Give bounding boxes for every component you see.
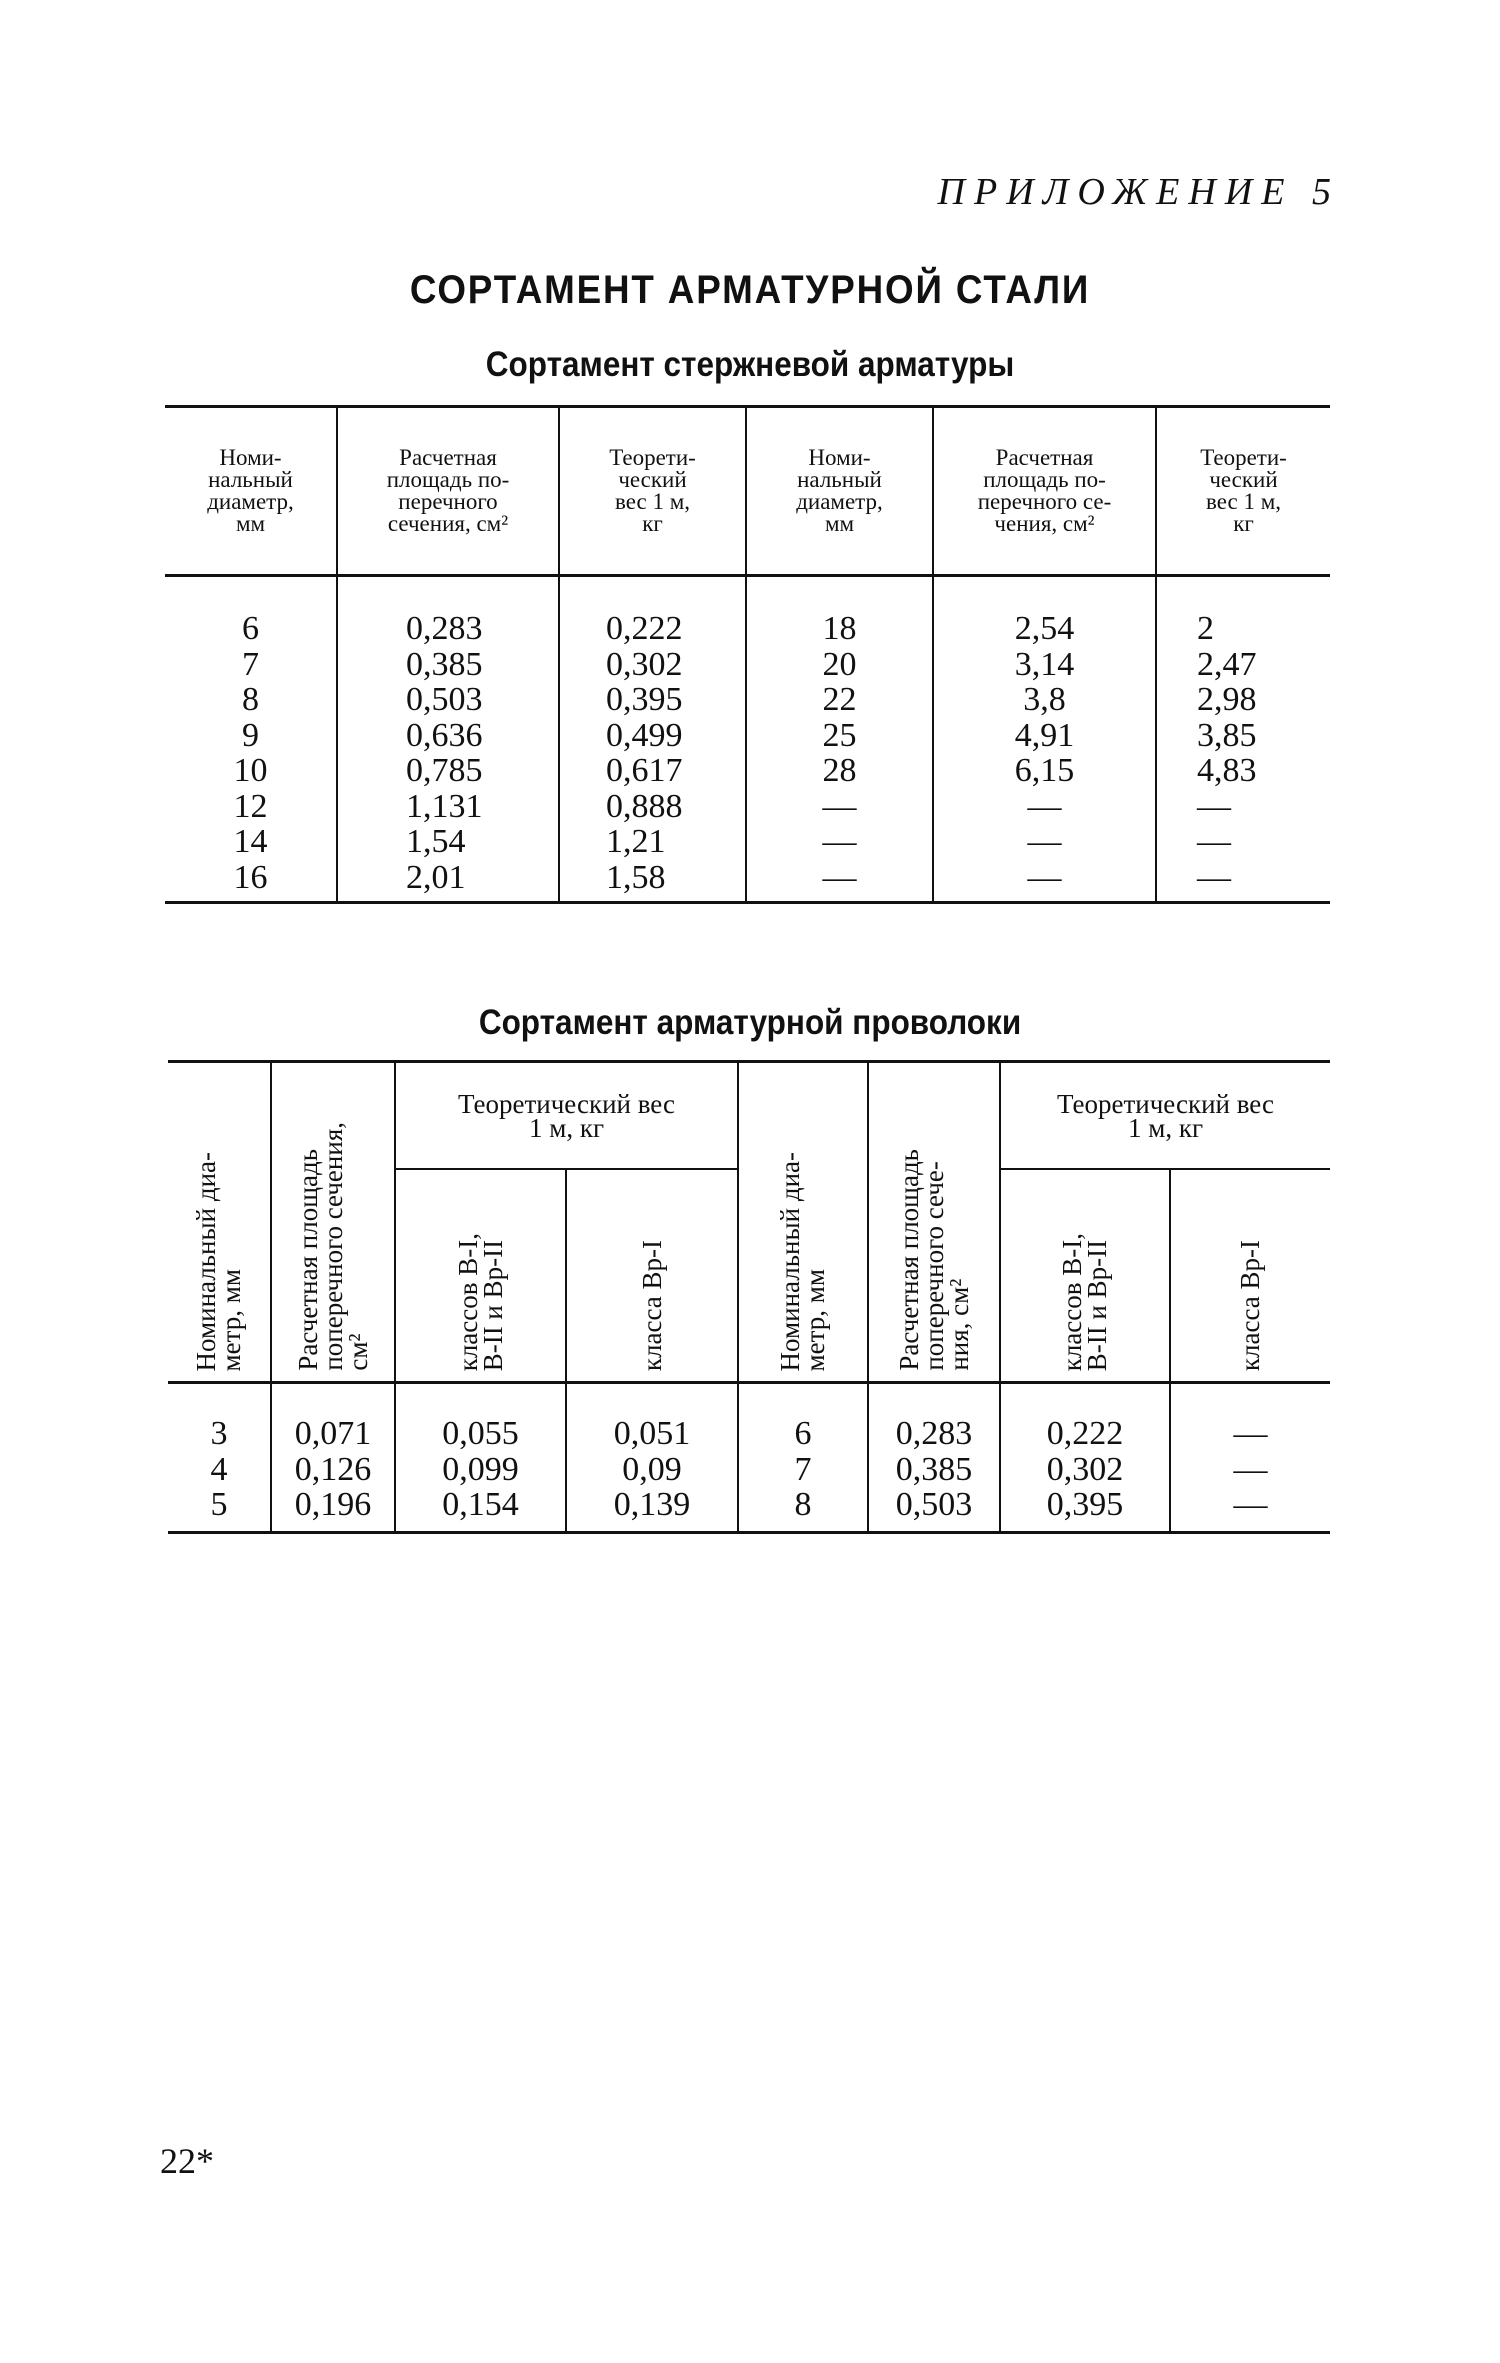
- header-label: Номинальный диа- метр, мм: [775, 1151, 830, 1371]
- rod-table-title: Сортамент стержневой арматуры: [485, 345, 1015, 384]
- table-header-row: [168, 1062, 1330, 1170]
- header-label: класса Вр-I: [636, 1239, 667, 1371]
- header-group-cell: Теоретический вес 1 м, кг: [1000, 1062, 1330, 1170]
- header-cell: Номи- нальный диаметр, мм: [165, 407, 337, 576]
- header-label: Номинальный диа- метр, мм: [191, 1151, 246, 1371]
- header-cell: [566, 1169, 738, 1383]
- diameter-column-left: 3 4 5: [168, 1383, 271, 1533]
- header-cell: [395, 1169, 566, 1383]
- area-column-right: 0,283 0,385 0,503: [868, 1383, 1000, 1533]
- header-cell: [1170, 1169, 1330, 1383]
- wire-table-title: Сортамент арматурной проволоки: [478, 1003, 1022, 1042]
- header-cell: [271, 1062, 395, 1383]
- appendix-label: ПРИЛОЖЕНИЕ 5: [937, 171, 1340, 213]
- wire-assortment-table: [168, 1060, 1330, 1534]
- area-column-left: 0,071 0,126 0,196: [271, 1383, 395, 1533]
- weight-classes-column-left: 0,055 0,099 0,154: [395, 1383, 566, 1533]
- header-cell: [738, 1062, 868, 1383]
- header-cell: Расчетная площадь по- перечного сечения, см²: [337, 407, 559, 576]
- area-column-right: 2,54 3,14 3,8 4,91 6,15 — — —: [933, 576, 1156, 903]
- header-label: класса Вр-I: [1235, 1239, 1265, 1371]
- weight-column-right: 2 2,47 2,98 3,85 4,83 — — —: [1197, 610, 1257, 896]
- page-number: 22*: [160, 2141, 214, 2181]
- table-row: [168, 1383, 1330, 1533]
- area-column-left: 0,283 0,385 0,503 0,636 0,785 1,131 1,54 2,01: [337, 576, 559, 903]
- weight-class-column-right: — — —: [1233, 1415, 1268, 1523]
- diameter-column-right: 6 7 8: [738, 1383, 868, 1533]
- table-header-row: [165, 407, 1330, 576]
- weight-class-column-left: 0,051 0,09 0,139: [566, 1383, 738, 1533]
- weight-classes-column-right: 0,222 0,302 0,395: [1000, 1383, 1170, 1533]
- header-label: Расчетная площадь поперечного сече- ния, см²: [893, 1149, 974, 1371]
- header-cell: Теорети- ческий вес 1 м, кг: [1156, 407, 1330, 576]
- header-label: классов В-I, В-II и Вр-II: [1057, 1232, 1112, 1371]
- header-cell: Расчетная площадь по- перечного се- чения, см²: [933, 407, 1156, 576]
- header-cell: [1000, 1169, 1170, 1383]
- header-cell: [868, 1062, 1000, 1383]
- header-cell: Теорети- ческий вес 1 м, кг: [559, 407, 746, 576]
- header-cell: Номи- нальный диаметр, мм: [746, 407, 933, 576]
- table-row: [165, 576, 1330, 903]
- diameter-column-left: 6 7 8 9 10 12 14 16: [165, 576, 337, 903]
- header-group-cell: Теоретический вес 1 м, кг: [395, 1062, 738, 1170]
- page-title: СОРТАМЕНТ АРМАТУРНОЙ СТАЛИ: [409, 268, 1091, 312]
- rod-assortment-table: [165, 405, 1330, 904]
- header-label: Расчетная площадь поперечного сечения, см²: [292, 1122, 373, 1371]
- weight-column-left: 0,222 0,302 0,395 0,499 0,617 0,888 1,21 1,58: [559, 576, 746, 903]
- diameter-column-right: 18 20 22 25 28 — — —: [746, 576, 933, 903]
- header-cell: [168, 1062, 271, 1383]
- header-label: классов В-I, В-II и Вр-II: [452, 1232, 508, 1371]
